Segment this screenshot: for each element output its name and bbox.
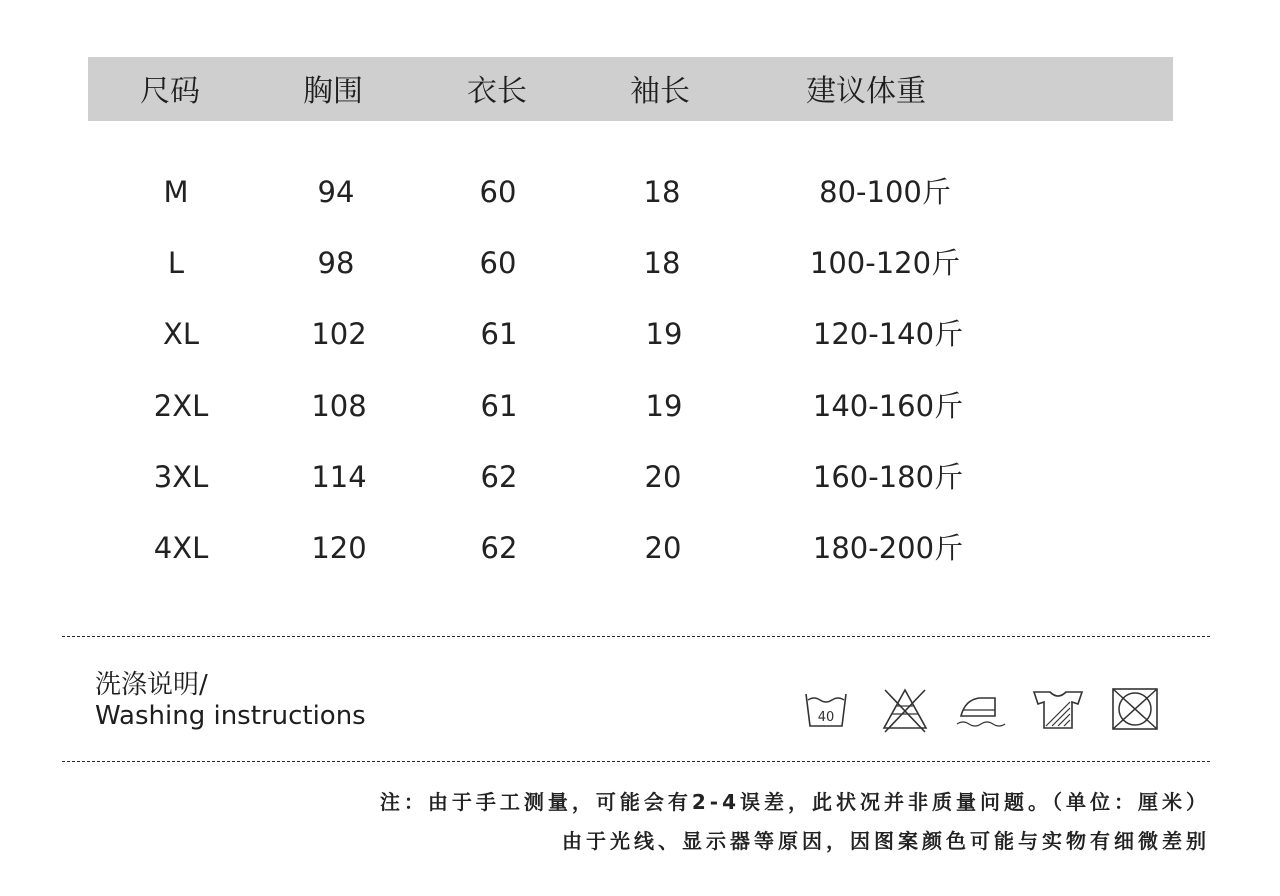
table-cell: 100-120斤: [809, 246, 961, 280]
no-bleach-icon: [880, 686, 930, 734]
table-cell: 60: [479, 175, 517, 209]
measurement-note: 注：由于手工测量，可能会有2-4误差，此状况并非质量问题。（单位：厘米）: [379, 790, 1210, 814]
table-cell: 19: [645, 389, 683, 423]
washing-title-cn: 洗涤说明/: [95, 670, 208, 700]
table-cell: 160-180斤: [812, 460, 964, 494]
table-cell: M: [163, 175, 189, 209]
table-cell: L: [167, 246, 185, 280]
table-cell: 62: [480, 531, 518, 565]
table-cell: 62: [480, 460, 518, 494]
header-length: 衣长: [467, 74, 527, 109]
color-note: 由于光线、显示器等原因，因图案颜色可能与实物有细微差别: [562, 829, 1210, 853]
table-cell: 3XL: [153, 460, 209, 494]
table-cell: 102: [311, 317, 367, 351]
drip-dry-icon: [1030, 686, 1086, 732]
header-size: 尺码: [140, 74, 200, 109]
table-cell: 140-160斤: [812, 389, 964, 423]
table-cell: 60: [479, 246, 517, 280]
table-cell: 80-100斤: [819, 175, 951, 209]
table-cell: 120-140斤: [812, 317, 964, 351]
no-tumble-dry-icon: [1110, 686, 1160, 732]
table-cell: 94: [317, 175, 355, 209]
header-weight: 建议体重: [806, 74, 926, 109]
wash-40-icon: [803, 686, 849, 732]
wash-temp-label: 40: [817, 710, 835, 725]
bottom-divider: [62, 761, 1210, 762]
table-cell: 18: [643, 175, 681, 209]
table-cell: 19: [645, 317, 683, 351]
table-cell: 180-200斤: [812, 531, 964, 565]
table-cell: 98: [317, 246, 355, 280]
table-cell: 20: [644, 460, 682, 494]
washing-title-en: Washing instructions: [95, 701, 366, 731]
table-cell: 61: [480, 389, 518, 423]
table-cell: 2XL: [153, 389, 209, 423]
table-cell: 18: [643, 246, 681, 280]
header-chest: 胸围: [303, 74, 363, 109]
table-cell: 61: [480, 317, 518, 351]
table-cell: 114: [311, 460, 367, 494]
header-sleeve: 袖长: [630, 74, 690, 109]
table-cell: 108: [311, 389, 367, 423]
top-divider: [62, 636, 1210, 637]
table-cell: 4XL: [153, 531, 209, 565]
table-cell: 20: [644, 531, 682, 565]
table-cell: XL: [162, 317, 200, 351]
iron-icon: [955, 686, 1007, 732]
washing-title: [95, 670, 366, 732]
table-cell: 120: [311, 531, 367, 565]
